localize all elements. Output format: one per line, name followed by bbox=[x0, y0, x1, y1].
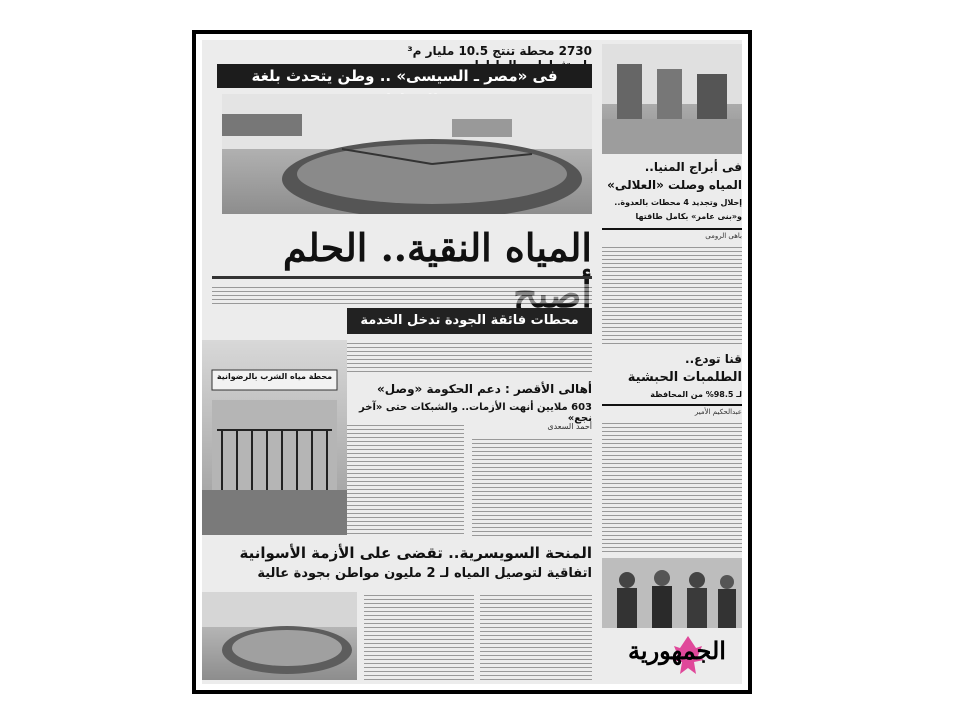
minya-photo bbox=[602, 44, 742, 154]
swiss-body-col1 bbox=[480, 592, 592, 680]
officials-illustration bbox=[602, 558, 742, 628]
minya-body bbox=[602, 244, 742, 344]
luxor-byline: أحمد السعدى bbox=[547, 422, 592, 431]
minya-title2: المياه وصلت «العلالى» bbox=[607, 178, 742, 192]
swiss-subhead: اتفاقية لتوصيل المياه لـ 2 مليون مواطن بجودة عالية bbox=[257, 566, 592, 581]
station-gate-illustration bbox=[202, 340, 347, 535]
station-photo bbox=[202, 340, 347, 535]
swiss-headline: المنحة السويسرية.. تقضى على الأزمة الأسوانية bbox=[239, 544, 592, 562]
qena-title1: قنا تودع.. bbox=[685, 352, 742, 366]
pump-station-illustration bbox=[602, 44, 742, 154]
minya-byline: باهى الرومى bbox=[705, 232, 742, 240]
sub-headline: محطات فائقة الجودة تدخل الخدمة bbox=[347, 308, 592, 334]
main-title: المياه النقية.. الحلم bbox=[282, 225, 592, 270]
logo-text: الجمهورية bbox=[628, 636, 726, 665]
newspaper-logo bbox=[612, 628, 742, 680]
qena-byline: عبدالحكيم الأمير bbox=[694, 408, 742, 416]
swiss-body-col2 bbox=[364, 592, 474, 680]
minya-rule bbox=[602, 228, 742, 230]
qena-title2: الطلمبات الحبشية bbox=[627, 370, 742, 385]
qena-bullet: لـ 98.5% من المحافظة bbox=[650, 390, 742, 399]
intro-shadow-text bbox=[212, 284, 592, 304]
minya-title1: فى أبراج المنيا.. bbox=[644, 160, 742, 174]
station-sign: محطة مياه الشرب بالرضوانية bbox=[216, 372, 333, 381]
luxor-headline: أهالى الأقصر : دعم الحكومة «وصل» bbox=[377, 382, 592, 396]
top-headline: فى «مصر ـ السيسى» .. وطن يتحدث بلغة bbox=[217, 64, 592, 88]
qena-rule bbox=[602, 404, 742, 406]
officials-photo bbox=[602, 558, 742, 628]
intro-paragraph bbox=[347, 340, 592, 374]
luxor-body-col2 bbox=[347, 422, 464, 536]
water-tank-illustration bbox=[222, 94, 592, 214]
minya-bullet2: و«بنى عامر» بكامل طاقتها bbox=[635, 212, 742, 221]
reservoir-photo bbox=[202, 592, 357, 680]
page-frame bbox=[192, 30, 752, 694]
title-rule bbox=[212, 276, 592, 279]
water-tank-photo bbox=[222, 94, 592, 214]
newspaper-page bbox=[202, 40, 742, 684]
luxor-subhead: 603 ملايين أنهت الأزمات.. والشبكات حتى «آخر نجع» bbox=[359, 402, 592, 424]
top-kicker: 2730 محطة تنتج 10.5 مليار م³ bbox=[407, 44, 592, 58]
minya-bullet1: إحلال وتجديد 4 محطات بالعدوة.. bbox=[614, 198, 742, 207]
qena-body bbox=[602, 420, 742, 552]
reservoir-illustration bbox=[202, 592, 357, 680]
luxor-body-col1 bbox=[472, 436, 592, 536]
